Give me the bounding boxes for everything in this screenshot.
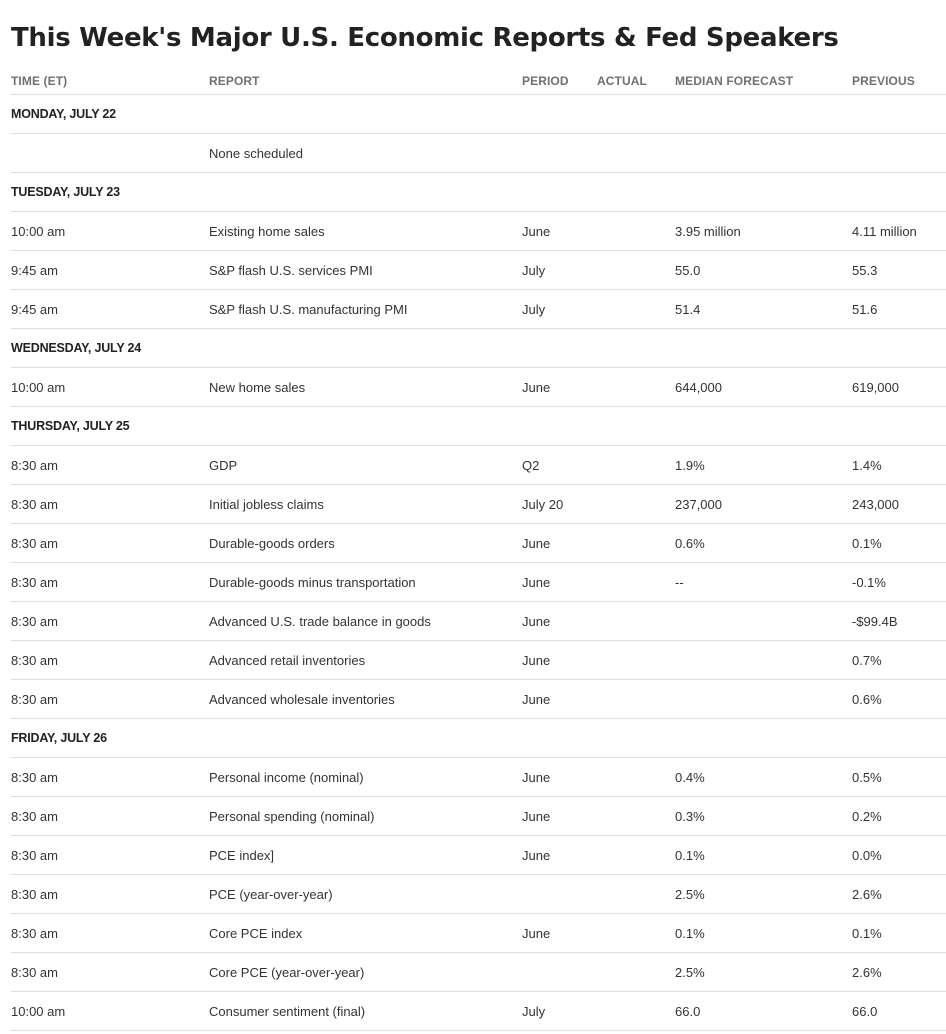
day-label: FRIDAY, JULY 26 [11, 719, 946, 758]
cell-report: Core PCE (year-over-year) [209, 953, 522, 992]
cell-period: June [522, 914, 597, 953]
cell-time: 8:30 am [11, 914, 209, 953]
cell-previous: 0.1% [852, 524, 946, 563]
cell-median-forecast: 0.4% [675, 758, 852, 797]
cell-period: June [522, 212, 597, 251]
table-row [11, 602, 946, 641]
cell-previous: 0.1% [852, 914, 946, 953]
cell-time: 8:30 am [11, 680, 209, 719]
table-row [11, 914, 946, 953]
cell-previous: 4.11 million [852, 212, 946, 251]
column-header-median-forecast: MEDIAN FORECAST [675, 67, 852, 95]
cell-period: June [522, 563, 597, 602]
cell-previous: 0.6% [852, 680, 946, 719]
cell-period: July [522, 992, 597, 1031]
cell-actual [597, 992, 675, 1031]
day-header-row [11, 95, 946, 134]
cell-actual [597, 368, 675, 407]
cell-actual [597, 134, 675, 173]
table-row [11, 251, 946, 290]
cell-time: 8:30 am [11, 953, 209, 992]
cell-report: Personal spending (nominal) [209, 797, 522, 836]
cell-period: June [522, 680, 597, 719]
cell-actual [597, 953, 675, 992]
cell-actual [597, 290, 675, 329]
table-row [11, 836, 946, 875]
cell-time: 8:30 am [11, 485, 209, 524]
day-label: WEDNESDAY, JULY 24 [11, 329, 946, 368]
cell-previous: 0.0% [852, 836, 946, 875]
cell-median-forecast: 1.9% [675, 446, 852, 485]
day-header-row [11, 173, 946, 212]
cell-time: 8:30 am [11, 875, 209, 914]
cell-time: 8:30 am [11, 797, 209, 836]
cell-period [522, 953, 597, 992]
cell-median-forecast: 51.4 [675, 290, 852, 329]
cell-time: 8:30 am [11, 563, 209, 602]
cell-report: None scheduled [209, 134, 522, 173]
cell-report: Core PCE index [209, 914, 522, 953]
cell-time: 8:30 am [11, 446, 209, 485]
cell-report: New home sales [209, 368, 522, 407]
cell-time: 10:00 am [11, 368, 209, 407]
cell-median-forecast [675, 641, 852, 680]
cell-actual [597, 641, 675, 680]
day-label: MONDAY, JULY 22 [11, 95, 946, 134]
cell-report: S&P flash U.S. services PMI [209, 251, 522, 290]
cell-time: 9:45 am [11, 290, 209, 329]
table-row [11, 992, 946, 1031]
cell-period: July [522, 251, 597, 290]
cell-actual [597, 524, 675, 563]
table-row [11, 212, 946, 251]
cell-previous: 619,000 [852, 368, 946, 407]
cell-previous: 0.7% [852, 641, 946, 680]
cell-time [11, 134, 209, 173]
table-row [11, 485, 946, 524]
cell-report: Initial jobless claims [209, 485, 522, 524]
cell-period: July 20 [522, 485, 597, 524]
cell-time: 8:30 am [11, 758, 209, 797]
cell-report: Advanced retail inventories [209, 641, 522, 680]
cell-period: June [522, 836, 597, 875]
day-label: TUESDAY, JULY 23 [11, 173, 946, 212]
cell-period: June [522, 602, 597, 641]
cell-median-forecast: 55.0 [675, 251, 852, 290]
cell-previous: 243,000 [852, 485, 946, 524]
cell-previous [852, 134, 946, 173]
cell-median-forecast: 0.1% [675, 836, 852, 875]
cell-time: 9:45 am [11, 251, 209, 290]
cell-time: 10:00 am [11, 212, 209, 251]
cell-report: S&P flash U.S. manufacturing PMI [209, 290, 522, 329]
cell-median-forecast: 0.6% [675, 524, 852, 563]
day-header-row [11, 329, 946, 368]
cell-report: Advanced U.S. trade balance in goods [209, 602, 522, 641]
table-row [11, 563, 946, 602]
cell-actual [597, 680, 675, 719]
cell-report: Consumer sentiment (final) [209, 992, 522, 1031]
cell-report: Personal income (nominal) [209, 758, 522, 797]
cell-median-forecast: 2.5% [675, 953, 852, 992]
cell-median-forecast [675, 680, 852, 719]
cell-period: June [522, 797, 597, 836]
table-row [11, 680, 946, 719]
table-row [11, 446, 946, 485]
table-row [11, 368, 946, 407]
cell-median-forecast: 3.95 million [675, 212, 852, 251]
cell-median-forecast: -- [675, 563, 852, 602]
cell-previous: 51.6 [852, 290, 946, 329]
cell-median-forecast: 0.1% [675, 914, 852, 953]
table-row [11, 641, 946, 680]
table-row [11, 875, 946, 914]
table-row [11, 758, 946, 797]
cell-previous: 66.0 [852, 992, 946, 1031]
table-row [11, 134, 946, 173]
cell-previous: 2.6% [852, 953, 946, 992]
cell-period [522, 875, 597, 914]
page-title: This Week's Major U.S. Economic Reports & Fed Speakers [11, 23, 839, 53]
cell-period: June [522, 758, 597, 797]
cell-report: PCE index] [209, 836, 522, 875]
cell-actual [597, 875, 675, 914]
table-row [11, 953, 946, 992]
cell-report: Durable-goods minus transportation [209, 563, 522, 602]
cell-report: GDP [209, 446, 522, 485]
cell-median-forecast: 2.5% [675, 875, 852, 914]
table-body [11, 95, 946, 1031]
cell-actual [597, 251, 675, 290]
cell-actual [597, 797, 675, 836]
cell-previous: 0.2% [852, 797, 946, 836]
cell-previous: 0.5% [852, 758, 946, 797]
cell-previous: -0.1% [852, 563, 946, 602]
cell-actual [597, 602, 675, 641]
day-header-row [11, 407, 946, 446]
cell-actual [597, 836, 675, 875]
cell-period [522, 134, 597, 173]
column-header-period: PERIOD [522, 67, 597, 95]
table-header-row [11, 67, 946, 95]
cell-previous: 2.6% [852, 875, 946, 914]
cell-period: June [522, 524, 597, 563]
cell-previous: 1.4% [852, 446, 946, 485]
column-header-time: TIME (ET) [11, 67, 209, 95]
cell-period: July [522, 290, 597, 329]
column-header-actual: ACTUAL [597, 67, 675, 95]
cell-time: 10:00 am [11, 992, 209, 1031]
cell-time: 8:30 am [11, 602, 209, 641]
day-header-row [11, 719, 946, 758]
cell-actual [597, 914, 675, 953]
cell-time: 8:30 am [11, 836, 209, 875]
cell-median-forecast: 644,000 [675, 368, 852, 407]
cell-period: June [522, 368, 597, 407]
cell-actual [597, 446, 675, 485]
table-row [11, 290, 946, 329]
cell-median-forecast [675, 134, 852, 173]
cell-actual [597, 563, 675, 602]
economic-calendar-table [11, 67, 946, 1031]
cell-report: Advanced wholesale inventories [209, 680, 522, 719]
day-label: THURSDAY, JULY 25 [11, 407, 946, 446]
cell-previous: -$99.4B [852, 602, 946, 641]
cell-report: PCE (year-over-year) [209, 875, 522, 914]
cell-median-forecast: 66.0 [675, 992, 852, 1031]
cell-median-forecast [675, 602, 852, 641]
cell-time: 8:30 am [11, 641, 209, 680]
cell-actual [597, 212, 675, 251]
cell-period: June [522, 641, 597, 680]
table-row [11, 797, 946, 836]
cell-actual [597, 485, 675, 524]
table-row [11, 524, 946, 563]
cell-period: Q2 [522, 446, 597, 485]
cell-median-forecast: 0.3% [675, 797, 852, 836]
cell-median-forecast: 237,000 [675, 485, 852, 524]
cell-report: Existing home sales [209, 212, 522, 251]
column-header-report: REPORT [209, 67, 522, 95]
cell-report: Durable-goods orders [209, 524, 522, 563]
cell-previous: 55.3 [852, 251, 946, 290]
cell-actual [597, 758, 675, 797]
cell-time: 8:30 am [11, 524, 209, 563]
column-header-previous: PREVIOUS [852, 67, 946, 95]
